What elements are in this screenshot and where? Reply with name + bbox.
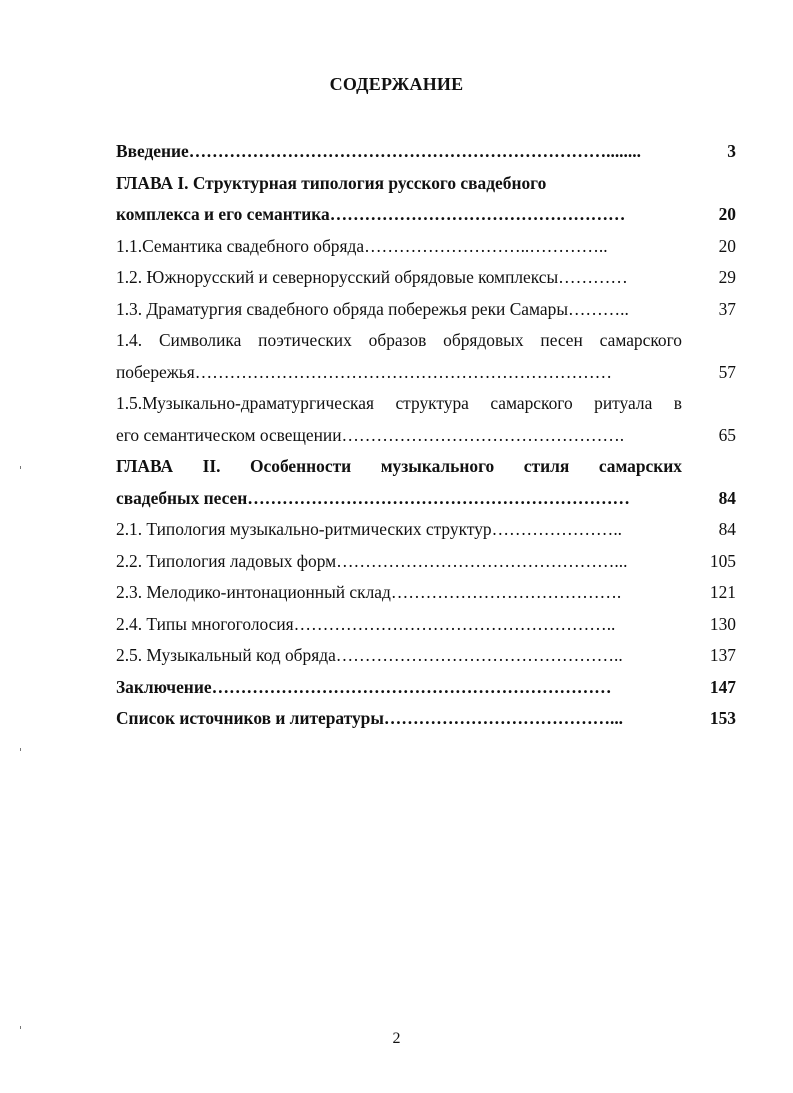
toc-entry-1-4[interactable] — [116, 325, 736, 357]
toc-entry-2-1[interactable] — [116, 514, 736, 546]
toc-entry-text: 1.1.Семантика свадебного обряда………………………..………….. — [116, 235, 608, 256]
toc-entry-page: 20 — [718, 235, 736, 256]
toc-entry-page: 37 — [718, 298, 736, 319]
toc-entry-1-5[interactable] — [116, 388, 736, 420]
toc-entry-text: 2.1. Типология музыкально-ритмических структур………………….. — [116, 519, 623, 539]
toc-entry-page: 20 — [718, 204, 736, 224]
toc-entry-chapter-2-cont[interactable] — [116, 483, 736, 515]
toc-entry-text: 2.3. Мелодико-интонационный склад…………………………………. — [116, 582, 622, 602]
page-title: СОДЕРЖАНИЕ — [329, 74, 464, 94]
toc-entry-page: 65 — [718, 424, 736, 445]
toc-entry-page: 29 — [718, 267, 736, 287]
toc-entry-text: Заключение…………………………………………………………… — [116, 676, 612, 697]
toc-entry-chapter-2[interactable] — [116, 451, 736, 483]
toc-entry-page: 57 — [718, 361, 736, 382]
toc-entry-text: побережья……………………………………………………………… — [116, 361, 613, 382]
toc-entry-text: 2.2. Типология ладовых форм…………………………………………... — [116, 550, 628, 571]
toc-entry-text: ГЛАВА I. Структурная типология русского свадебного — [116, 172, 547, 193]
toc-entry-2-4[interactable] — [116, 609, 736, 641]
page-number: 2 — [392, 1030, 401, 1047]
toc-entry-page: 137 — [709, 645, 736, 665]
toc-entry-chapter-1[interactable] — [116, 168, 736, 200]
toc-entry-2-3[interactable] — [116, 577, 736, 609]
toc-entry-page: 153 — [709, 708, 736, 728]
toc-entry-1-1[interactable] — [116, 231, 736, 263]
toc-entry-2-5[interactable] — [116, 640, 736, 672]
toc-entry-text: Введение………………………………………………………………........ — [116, 141, 641, 161]
toc-entry-text: 2.4. Типы многоголосия……………………………………………….. — [116, 613, 616, 634]
scan-margin-mark — [20, 748, 21, 751]
toc-entry-page: 130 — [709, 613, 736, 634]
toc-entry-text: комплекса и его семантика…………………………………………… — [116, 204, 626, 224]
toc-entry-text: 1.2. Южнорусский и севернорусский обрядовые комплексы………… — [116, 267, 628, 287]
toc-entry-1-4-cont[interactable] — [116, 357, 736, 389]
toc-entry-text: 1.3. Драматургия свадебного обряда побережья реки Самары……….. — [116, 298, 629, 319]
toc-entry-2-2[interactable] — [116, 546, 736, 578]
toc-entry-chapter-1-cont[interactable] — [116, 199, 736, 231]
toc-entry-text: его семантическом освещении…………………………………………. — [116, 424, 625, 445]
toc-entry-page: 3 — [727, 141, 736, 161]
toc-entry-text: 2.5. Музыкальный код обряда………………………………………….. — [116, 645, 623, 665]
toc-entry-text: 1.4. Символика поэтических образов обрядовых песен самарского — [116, 330, 682, 350]
toc-entry-1-5-cont[interactable] — [116, 420, 736, 452]
toc-entry-text: ГЛАВА II. Особенности музыкального стиля самарских — [116, 456, 682, 476]
toc-entry-text: Список источников и литературы…………………………………... — [116, 708, 624, 728]
toc-entry-conclusion[interactable] — [116, 672, 736, 704]
toc-entry-text: 1.5.Музыкально-драматургическая структура самарского ритуала в — [116, 393, 682, 413]
toc-entry-text: свадебных песен………………………………………………………… — [116, 487, 630, 508]
toc-entry-1-3[interactable] — [116, 294, 736, 326]
toc-entry-page: 84 — [718, 487, 736, 508]
scan-margin-mark — [20, 466, 21, 469]
toc-entry-page: 121 — [709, 582, 736, 602]
toc-entry-introduction[interactable] — [116, 136, 736, 168]
toc-entry-bibliography[interactable] — [116, 703, 736, 735]
table-of-contents — [116, 136, 736, 735]
toc-entry-page: 84 — [718, 519, 736, 539]
toc-entry-page: 105 — [709, 550, 736, 571]
toc-entry-1-2[interactable] — [116, 262, 736, 294]
toc-entry-page: 147 — [709, 676, 736, 697]
scan-margin-mark — [20, 1026, 21, 1029]
